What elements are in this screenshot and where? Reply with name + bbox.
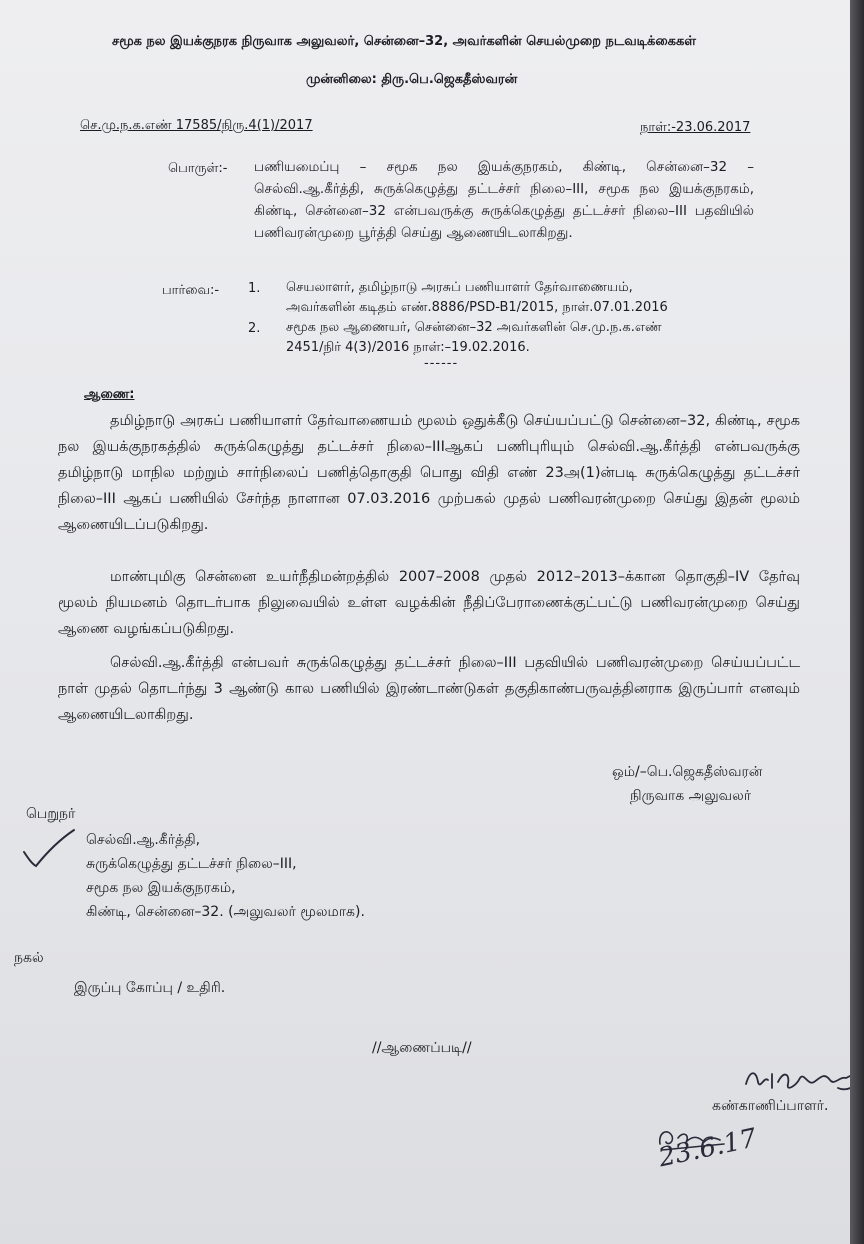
tick-mark-icon xyxy=(20,824,80,874)
order-heading: ஆணை: xyxy=(84,387,135,402)
copy-line: இருப்பு கோப்பு / உதிரி. xyxy=(74,980,226,996)
reference-number: செ.மு.ந.க.எண் 17585/நிரு.4(1)/2017 xyxy=(80,118,313,133)
subject-text: பணியமைப்பு – சமூக நல இயக்குநரகம், கிண்டி, சென்னை–32 – செல்வி.ஆ.கீர்த்தி, சுருக்கெழுத்து தட்டச்சர் நிலை–III, சமூக நல இயக்குநரகம், கிண்டி, சென்னை–32 என்பவருக்கு சுருக்கெழுத்து தட்டச்சர் நிலை–III பதவியில் பணிவரன்முறை பூர்த்தி செய்து ஆணையிடலாகிறது. xyxy=(254,159,754,241)
ref-2-line2: 2451/நிர் 4(3)/2016 நாள்:–19.02.2016. xyxy=(286,340,530,355)
presence-line: முன்னிலை: திரு.பெ.ஜெகதீஸ்வரன் xyxy=(306,72,518,87)
true-copy-line: //ஆணைப்படி// xyxy=(372,1040,472,1056)
handwritten-signature-icon xyxy=(742,1064,850,1098)
ref-1-number: 1. xyxy=(248,281,261,296)
order-paragraph-3: செல்வி.ஆ.கீர்த்தி என்பவர் சுருக்கெழுத்து தட்டச்சர் நிலை–III பதவியில் பணிவரன்முறை செய்யப்பட்ட நாள் முதல் தொடர்ந்து 3 ஆண்டு கால பணியில் இரண்டாண்டுகள் தகுதிகாண்பருவத்தினராக இருப்பார் எனவும் ஆணையிடலாகிறது. xyxy=(58,655,800,723)
signatory-designation: நிருவாக அலுவலர் xyxy=(630,788,752,804)
signatory-name: ஒம்/–பெ.ஜெகதீஸ்வரன் xyxy=(612,764,763,780)
page-edge-shadow xyxy=(850,0,864,1244)
office-header: சமூக நல இயக்குநரக நிருவாக அலுவலர், சென்னை–32, அவர்களின் செயல்முறை நடவடிக்கைகள் xyxy=(112,34,696,49)
refs-separator: ------ xyxy=(424,356,459,371)
recipient-line-3: சமூக நல இயக்குநரகம், xyxy=(86,880,236,896)
ref-1-line1: செயலாளர், தமிழ்நாடு அரசுப் பணியாளர் தேர்வாணையம், xyxy=(286,280,633,295)
handwritten-date: 23.6.17 xyxy=(656,1123,760,1174)
recipient-line-2: சுருக்கெழுத்து தட்டச்சர் நிலை–III, xyxy=(86,856,297,872)
recipient-line-1: செல்வி.ஆ.கீர்த்தி, xyxy=(86,832,201,848)
recipient-line-4: கிண்டி, சென்னை–32. (அலுவலர் மூலமாக). xyxy=(86,904,365,920)
order-paragraph-2: மாண்புமிகு சென்னை உயர்நீதிமன்றத்தில் 2007–2008 முதல் 2012–2013–க்கான தொகுதி–IV தேர்வு மூலம் நியமனம் தொடர்பாக நிலுவையில் உள்ள வழக்கின் நீதிப்பேராணைக்குட்பட்டு பணிவரன்முறை செய்து ஆணை வழங்கப்படுகிறது. xyxy=(58,569,800,637)
ref-2-number: 2. xyxy=(248,321,261,336)
ref-1-line2: அவர்களின் கடிதம் எண்.8886/PSD-B1/2015, நாள்.07.01.2016 xyxy=(286,300,668,315)
ref-2-line1: சமூக நல ஆணையர், சென்னை–32 அவர்களின் செ.மு.ந.க.எண் xyxy=(286,320,662,335)
refs-label: பார்வை:- xyxy=(162,283,220,298)
copy-label: நகல் xyxy=(14,950,44,966)
superintendent-title: கண்காணிப்பாளர். xyxy=(712,1098,829,1114)
subject-label: பொருள்:- xyxy=(168,161,228,176)
reference-date: நாள்:-23.06.2017 xyxy=(640,120,751,135)
recipient-label: பெறுநர் xyxy=(26,806,76,822)
order-paragraph-1: தமிழ்நாடு அரசுப் பணியாளர் தேர்வாணையம் மூலம் ஒதுக்கீடு செய்யப்பட்டு சென்னை–32, கிண்டி, சமூக நல இயக்குநரகத்தில் சுருக்கெழுத்து தட்டச்சர் நிலை–IIIஆகப் பணிபுரியும் செல்வி.ஆ.கீர்த்தி என்பவருக்கு தமிழ்நாடு மாநில மற்றும் சார்நிலைப் பணித்தொகுதி பொது விதி எண் 23அ(1)ன்படி சுருக்கெழுத்து தட்டச்சர் நிலை–III ஆகப் பணியில் சேர்ந்த நாளான 07.03.2016 முற்பகல் முதல் பணிவரன்முறை செய்து இதன் மூலம் ஆணையிடப்படுகிறது. xyxy=(58,413,800,533)
